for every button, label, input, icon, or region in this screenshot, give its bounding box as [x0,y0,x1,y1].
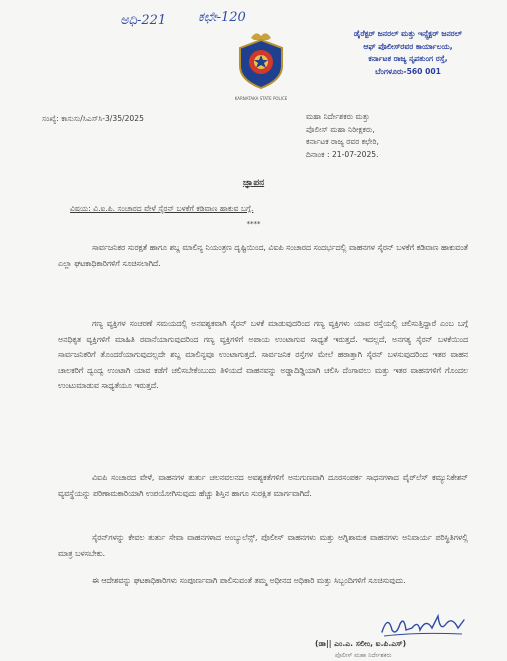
signatory-designation: ಪೊಲೀಸ್ ಮಹಾ ನಿರ್ದೇಶಕರು [335,652,392,659]
body-paragraph-2: ಗಣ್ಯ ವ್ಯಕ್ತಿಗಳ ಸಂಚರಣೆ ಸಮಯದಲ್ಲಿ ಅನವಶ್ಯಕವಾಗಿ ಸೈರನ್ ಬಳಕೆ ಮಾಡುವುದರಿಂದ ಗಣ್ಯ ವ್ಯಕ್ತಿಗಳು ಯಾವ ರಸ್ತೆಯಲ್ಲಿ ಚಲಿಸುತ್ತಿದ್ದಾರೆ ಎಂಬ ಬಗ್ಗೆ ಅನಧಿಕೃತ ವ್ಯಕ್ತಿಗಳಿಗೆ ಮಾಹಿತಿ ರವಾನೆಯಾಗುವುದರಿಂದ ಗಣ್ಯ ವ್ಯಕ್ತಿಗಳಿಗೆ ಅಪಾಯ ಉಂಟಾಗುವ ಸಾಧ್ಯತೆ ಇರುತ್ತದೆ. ಇದಲ್ಲದೆ, ಅನಗತ್ಯ ಸೈರನ್ ಬಳಕೆಯಿಂದ ಸಾರ್ವಜನಿಕರಿಗೆ ತೊಂದರೆಯಾಗುವುದಲ್ಲದೇ ಶಬ್ದ ಮಾಲಿನ್ಯವೂ ಉಂಟಾಗುತ್ತದೆ. ಸಾರ್ವಜನಿಕ ರಸ್ತೆಗಳ ಮೇಲೆ ಹಠಾತ್ತಾಗಿ ಸೈರನ್ ಬಳಸುವುದರಿಂದ ಇತರ ವಾಹನ ಚಾಲಕರಿಗೆ ದ್ವಂದ್ವ ಉಂಟಾಗಿ ಯಾವ ಕಡೆಗೆ ಚಲಿಸಬೇಕೆಂಬುದು ತಿಳಿಯದೆ ವಾಹನವನ್ನು ಅಡ್ಡಾದಿಡ್ಡಿಯಾಗಿ ಚಲಿಸಿ ದೆಂಗಾವಲು ಮತ್ತು ಇತರ ವಾಹನಗಳಿಗೆ ಗೊಂದಲ ಉಂಟುಮಾಡುವ ಸಾಧ್ಯತೆಯೂ ಇರುತ್ತದೆ. [58,319,468,391]
office-line-3: ಕರ್ನಾಟಕ ರಾಜ್ಯ ನೃಪತುಂಗ ರಸ್ತೆ, [368,54,448,63]
body-paragraph-3: ವಿಐಪಿ ಸಂಚಾರದ ವೇಳೆ, ವಾಹನಗಳ ತುರ್ತು ಚಲನವಲನದ ಅವಶ್ಯಕತೆಗಳಿಗೆ ಅನುಗುಣವಾಗಿ ದೂರಸಂಪರ್ಕ ಸಾಧನಗಳಾದ ವೈರ್‌ಲೆಸ್ ಕಮ್ಯುನಿಕೇಶನ್ ವ್ಯವಸ್ಥೆಯನ್ನು ಪರಿಣಾಮಕಾರಿಯಾಗಿ ಉಪಯೋಗಿಸುವುದು ಹೆಚ್ಚು ಶಿಸ್ತಿನ ಹಾಗೂ ಸುರಕ್ಷಿತ ಮಾರ್ಗವಾಗಿದೆ. [58,473,468,498]
handwritten-ref-2: ಕಛೇ-120 [198,10,246,25]
office-line-2: ಆಫ್ ಪೊಲೀಸ್‌ರವರ ಕಾರ್ಯಾಲಯ, [363,41,453,51]
handwritten-ref-1: ಅಧಿ-221 [120,13,167,28]
signatory-name: (ಡಾ|| ಎಂ.ಎ. ಸಲೀಂ, ಐ.ಪಿ.ಎಸ್) [315,639,407,648]
karnataka-police-emblem-icon [232,26,290,96]
to-line-3: ಕರ್ನಾಟಕ ರಾಜ್ಯ ರವರ ಕಛೇರಿ, [306,137,379,146]
issuing-office [318,28,498,78]
handwritten-signature [378,610,468,640]
body-paragraph-4: ಸೈರನ್‌ಗಳನ್ನು ಕೇವಲ ತುರ್ತು ಸೇವಾ ವಾಹನಗಳಾದ ಅಂಬ್ಯುಲೆನ್ಸ್, ಪೊಲೀಸ್ ವಾಹನಗಳು ಮತ್ತು ಅಗ್ನಿಶಾಮಕ ವಾಹನಗಳು ಅನಿವಾರ್ಯ ಪರಿಸ್ಥಿತಿಗಳಲ್ಲಿ ಮಾತ್ರ ಬಳಸಬೇಕು. [58,533,469,558]
office-line-1: ಡೈರೆಕ್ಟರ್ ಜನರಲ್ ಮತ್ತು ಇನ್ಸ್ಪೆಕ್ಟರ್ ಜನರಲ್ [353,29,463,38]
reference-number: ಸಂಖ್ಯೆ: ಕಾಸುಸು/ಸಿಎಸ್‌ಸಿ-3/35/2025 [42,114,144,123]
body-paragraph-1: ಸಾರ್ವಜನಿಕರ ಸುರಕ್ಷತೆ ಹಾಗೂ ಶಬ್ದ ಮಾಲಿನ್ಯ ನಿಯಂತ್ರಣ ದೃಷ್ಟಿಯಿಂದ, ವಿಐಪಿ ಸಂಚಾರದ ಸಂದರ್ಭದಲ್ಲಿ ವಾಹನಗಳ ಸೈರನ್ ಬಳಕೆಗೆ ಕಡಿವಾಣ ಹಾಕುವಂತೆ ಎಲ್ಲಾ ಘಟಕಾಧಿಕಾರಿಗಳಿಗೆ ಸೂಚಿಸಲಾಗಿದೆ. [58,243,468,268]
to-line-2: ಪೊಲೀಸ್ ಮಹಾ ನಿರೀಕ್ಷಕರು, [306,124,375,134]
to-block [306,111,379,161]
police-emblem [232,26,290,96]
office-line-4: ಬೆಂಗಳೂರು-560 001 [375,66,441,76]
to-line-1: ಮಹಾ ನಿರ್ದೇಶಕರು ಮತ್ತು [306,112,370,121]
memo-subject: ವಿಷಯ: ವಿ.ಐ.ಪಿ. ಸಂಚಾರದ ವೇಳೆ ಸೈರನ್ ಬಳಕೆಗೆ ಕಡಿವಾಣ ಹಾಕುವ ಬಗ್ಗೆ. [70,204,254,213]
body-paragraph-5: ಈ ಆದೇಶವನ್ನು ಘಟಕಾಧಿಕಾರಿಗಳು ಸಂಪೂರ್ಣವಾಗಿ ಪಾಲಿಸುವಂತೆ ತಮ್ಮ ಅಧೀನದ ಅಧಿಕಾರಿ ಮತ್ತು ಸಿಬ್ಬಂದಿಗಳಿಗೆ ಸೂಚಿಸುವುದು. [92,576,406,585]
memo-heading: ಜ್ಞಾಪನ [242,178,265,188]
signature-icon [378,610,468,640]
subject-stars: **** [246,220,261,228]
emblem-caption: KARNATAKA STATE POLICE [234,96,288,101]
memo-date: ದಿನಾಂಕ : 21-07-2025. [306,149,379,159]
